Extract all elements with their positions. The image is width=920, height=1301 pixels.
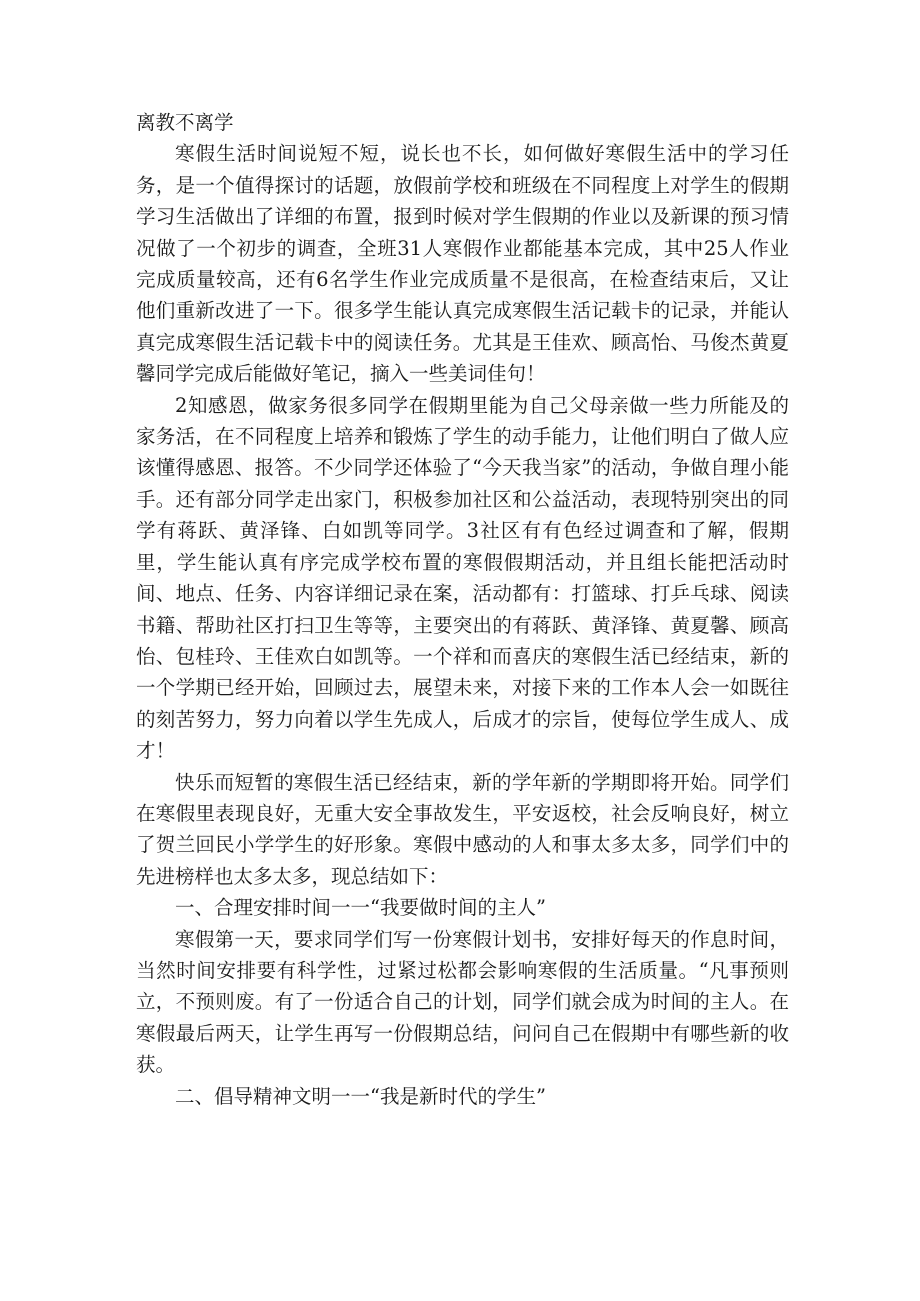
section-heading-2: 二、倡导精神文明一一“我是新时代的学生” [175,1084,546,1108]
paragraph-2: 2知感恩，做家务很多同学在假期里能为自己父母亲做一些力所能及的家务活，在不同程度上培养和锻炼了学生的动手能力，让他们明白了做人应该懂得感恩、报答。不少同学还体验了“今天我当家”的活动，争做自理小能手。还有部分同学走出家门，积极参加社区和公益活动，表现特别突出的同学有蒋跃、黄泽锋、白如凯等同学。3社区有有色经过调查和了解，假期里，学生能认真有序完成学校布置的寒假假期活动，并且组长能把活动时间、地点、任务、内容详细记录在案，活动都有：打篮球、打乒乓球、阅读书籍、帮助社区打扫卫生等等，主要突出的有蒋跃、黄泽锋、黄夏馨、顾高怡、包桂玲、王佳欢白如凯等。一个祥和而喜庆的寒假生活已经结束，新的一个学期已经开始，回顾过去，展望未来，对接下来的工作本人会一如既往的刻苦努力，努力向着以学生先成人，后成才的宗旨，使每位学生成人、成才！ [136,393,789,763]
paragraph-3: 快乐而短暂的寒假生活已经结束，新的学年新的学期即将开始。同学们在寒假里表现良好，无重大安全事故发生，平安返校，社会反响良好，树立了贺兰回民小学学生的好形象。寒假中感动的人和事太多太多，同学们中的先进榜样也太多太多，现总结如下： [136,770,789,888]
paragraph-4: 寒假第一天，要求同学们写一份寒假计划书，安排好每天的作息时间，当然时间安排要有科学性，过紧过松都会影响寒假的生活质量。“凡事预则立，不预则废。有了一份适合自己的计划，同学们就会成为时间的主人。在寒假最后两天，让学生再写一份假期总结，问问自己在假期中有哪些新的收获。 [136,927,789,1077]
paragraph-title: 离教不离学 [136,111,234,134]
section-heading-1: 一、合理安排时间一一“我要做时间的主人” [175,896,546,920]
paragraph-1: 寒假生活时间说短不短，说长也不长，如何做好寒假生活中的学习任务，是一个值得探讨的话题，放假前学校和班级在不同程度上对学生的假期学习生活做出了详细的布置，报到时候对学生假期的作业以及新课的预习情况做了一个初步的调查，全班31人寒假作业都能基本完成，其中25人作业完成质量较高，还有6名学生作业完成质量不是很高，在检查结束后，又让他们重新改进了一下。很多学生能认真完成寒假生活记载卡的记录，并能认真完成寒假生活记载卡中的阅读任务。尤其是王佳欢、顾高怡、马俊杰黄夏馨同学完成后能做好笔记，摘入一些美词佳句！ [136,142,789,386]
document-body [136,107,789,1112]
